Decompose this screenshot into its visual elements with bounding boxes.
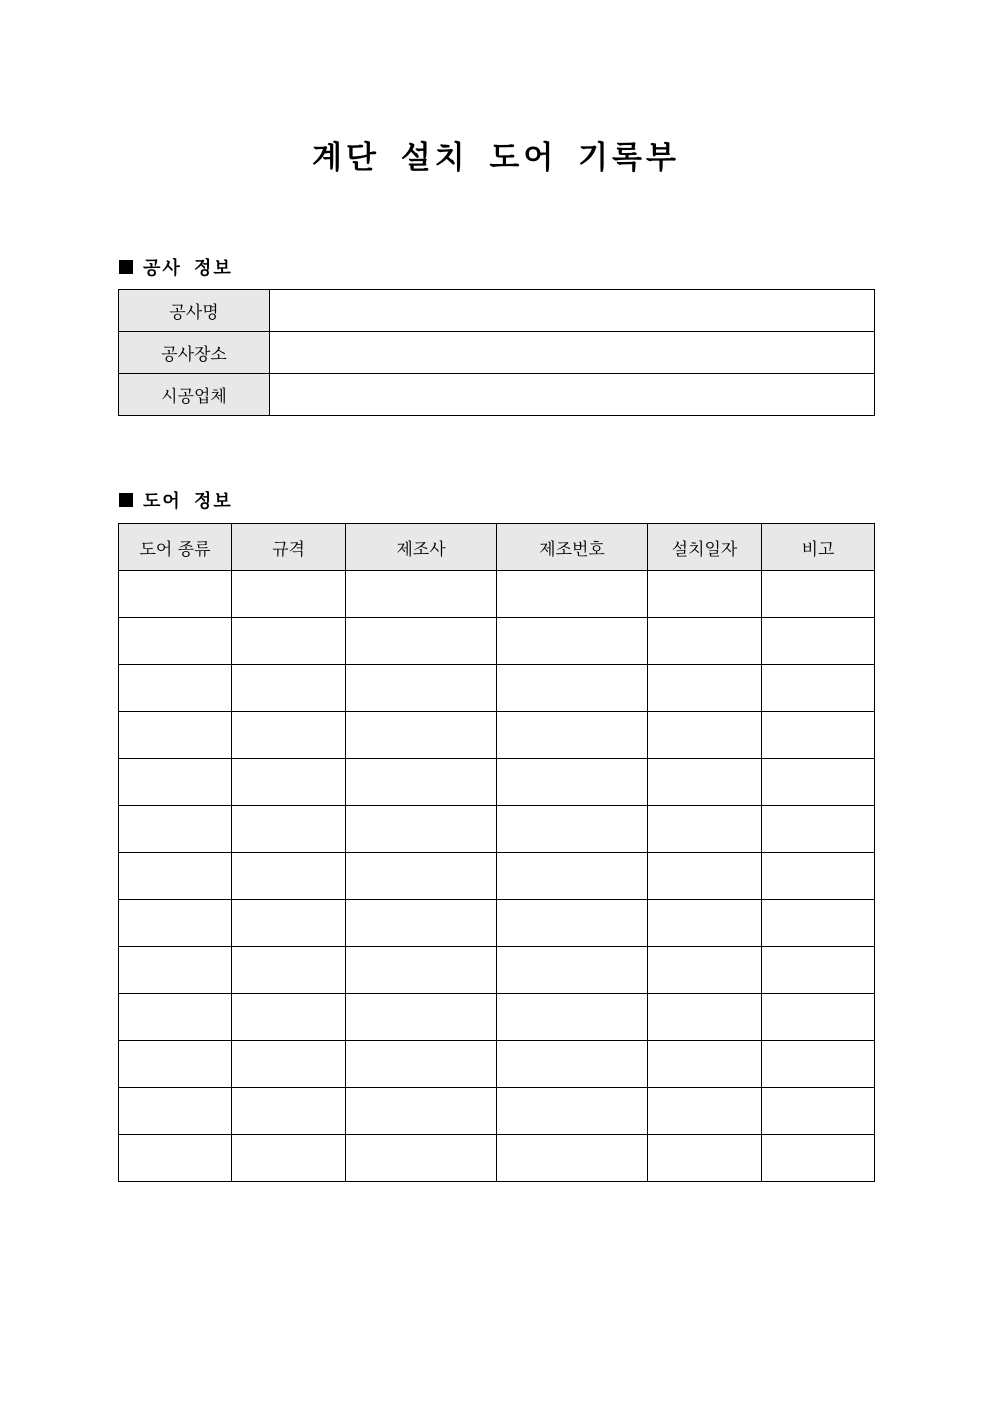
install-date-cell[interactable] [648,853,762,900]
serial-number-cell[interactable] [497,853,648,900]
spec-cell[interactable] [232,994,346,1041]
door-info-table [118,523,875,1182]
table-row [119,1041,875,1088]
manufacturer-cell[interactable] [346,947,497,994]
door-type-cell[interactable] [119,853,232,900]
install-date-cell[interactable] [648,806,762,853]
remarks-cell[interactable] [762,947,875,994]
project-location-field[interactable] [270,332,875,374]
serial-number-cell[interactable] [497,994,648,1041]
serial-number-cell[interactable] [497,900,648,947]
section-heading-doors [119,487,233,513]
door-type-cell[interactable] [119,1041,232,1088]
table-row [119,374,875,416]
section-heading-label: 공사 정보 [143,258,233,279]
serial-number-cell[interactable] [497,665,648,712]
manufacturer-cell[interactable] [346,712,497,759]
table-row [119,1135,875,1182]
remarks-cell[interactable] [762,994,875,1041]
section-heading-project [119,254,233,280]
table-row [119,712,875,759]
door-type-cell[interactable] [119,1135,232,1182]
serial-number-cell[interactable] [497,1135,648,1182]
serial-number-cell[interactable] [497,618,648,665]
remarks-cell[interactable] [762,1135,875,1182]
door-type-cell[interactable] [119,900,232,947]
document-title: 계단 설치 도어 기록부 [312,140,680,176]
square-bullet-icon [119,493,133,507]
remarks-cell[interactable] [762,900,875,947]
spec-cell[interactable] [232,1041,346,1088]
manufacturer-cell[interactable] [346,571,497,618]
door-type-cell[interactable] [119,712,232,759]
project-info-table [118,289,875,416]
install-date-cell[interactable] [648,1135,762,1182]
remarks-cell[interactable] [762,618,875,665]
remarks-cell[interactable] [762,853,875,900]
table-row [119,994,875,1041]
table-row [119,665,875,712]
install-date-cell[interactable] [648,712,762,759]
remarks-cell[interactable] [762,1041,875,1088]
column-header-door-type: 도어 종류 [119,524,232,571]
table-row [119,571,875,618]
remarks-cell[interactable] [762,1088,875,1135]
table-row [119,332,875,374]
manufacturer-cell[interactable] [346,759,497,806]
remarks-cell[interactable] [762,806,875,853]
spec-cell[interactable] [232,900,346,947]
table-row [119,806,875,853]
spec-cell[interactable] [232,853,346,900]
manufacturer-cell[interactable] [346,806,497,853]
table-header-row [119,524,875,571]
spec-cell[interactable] [232,759,346,806]
remarks-cell[interactable] [762,712,875,759]
door-type-cell[interactable] [119,665,232,712]
install-date-cell[interactable] [648,618,762,665]
manufacturer-cell[interactable] [346,1135,497,1182]
install-date-cell[interactable] [648,1041,762,1088]
info-label-contractor: 시공업체 [119,374,270,416]
door-type-cell[interactable] [119,759,232,806]
remarks-cell[interactable] [762,571,875,618]
table-row [119,853,875,900]
install-date-cell[interactable] [648,994,762,1041]
spec-cell[interactable] [232,947,346,994]
serial-number-cell[interactable] [497,947,648,994]
table-row [119,1088,875,1135]
spec-cell[interactable] [232,665,346,712]
section-heading-label: 도어 정보 [143,491,233,512]
door-type-cell[interactable] [119,947,232,994]
spec-cell[interactable] [232,1088,346,1135]
serial-number-cell[interactable] [497,712,648,759]
manufacturer-cell[interactable] [346,1088,497,1135]
door-type-cell[interactable] [119,618,232,665]
table-row [119,900,875,947]
spec-cell[interactable] [232,571,346,618]
install-date-cell[interactable] [648,1088,762,1135]
column-header-serial-number: 제조번호 [497,524,648,571]
remarks-cell[interactable] [762,759,875,806]
info-label-project-location: 공사장소 [119,332,270,374]
table-row [119,759,875,806]
column-header-install-date: 설치일자 [648,524,762,571]
table-row [119,290,875,332]
door-type-cell[interactable] [119,571,232,618]
manufacturer-cell[interactable] [346,665,497,712]
project-name-field[interactable] [270,290,875,332]
table-row [119,618,875,665]
info-label-project-name: 공사명 [119,290,270,332]
remarks-cell[interactable] [762,665,875,712]
square-bullet-icon [119,260,133,274]
column-header-remarks: 비고 [762,524,875,571]
manufacturer-cell[interactable] [346,994,497,1041]
serial-number-cell[interactable] [497,571,648,618]
install-date-cell[interactable] [648,665,762,712]
install-date-cell[interactable] [648,571,762,618]
serial-number-cell[interactable] [497,1041,648,1088]
manufacturer-cell[interactable] [346,618,497,665]
spec-cell[interactable] [232,806,346,853]
door-table-body [119,571,875,1182]
install-date-cell[interactable] [648,900,762,947]
column-header-manufacturer: 제조사 [346,524,497,571]
serial-number-cell[interactable] [497,759,648,806]
door-type-cell[interactable] [119,1088,232,1135]
spec-cell[interactable] [232,712,346,759]
door-type-cell[interactable] [119,994,232,1041]
contractor-field[interactable] [270,374,875,416]
serial-number-cell[interactable] [497,806,648,853]
manufacturer-cell[interactable] [346,900,497,947]
spec-cell[interactable] [232,618,346,665]
manufacturer-cell[interactable] [346,853,497,900]
install-date-cell[interactable] [648,947,762,994]
manufacturer-cell[interactable] [346,1041,497,1088]
table-row [119,947,875,994]
install-date-cell[interactable] [648,759,762,806]
spec-cell[interactable] [232,1135,346,1182]
serial-number-cell[interactable] [497,1088,648,1135]
door-type-cell[interactable] [119,806,232,853]
column-header-spec: 규격 [232,524,346,571]
